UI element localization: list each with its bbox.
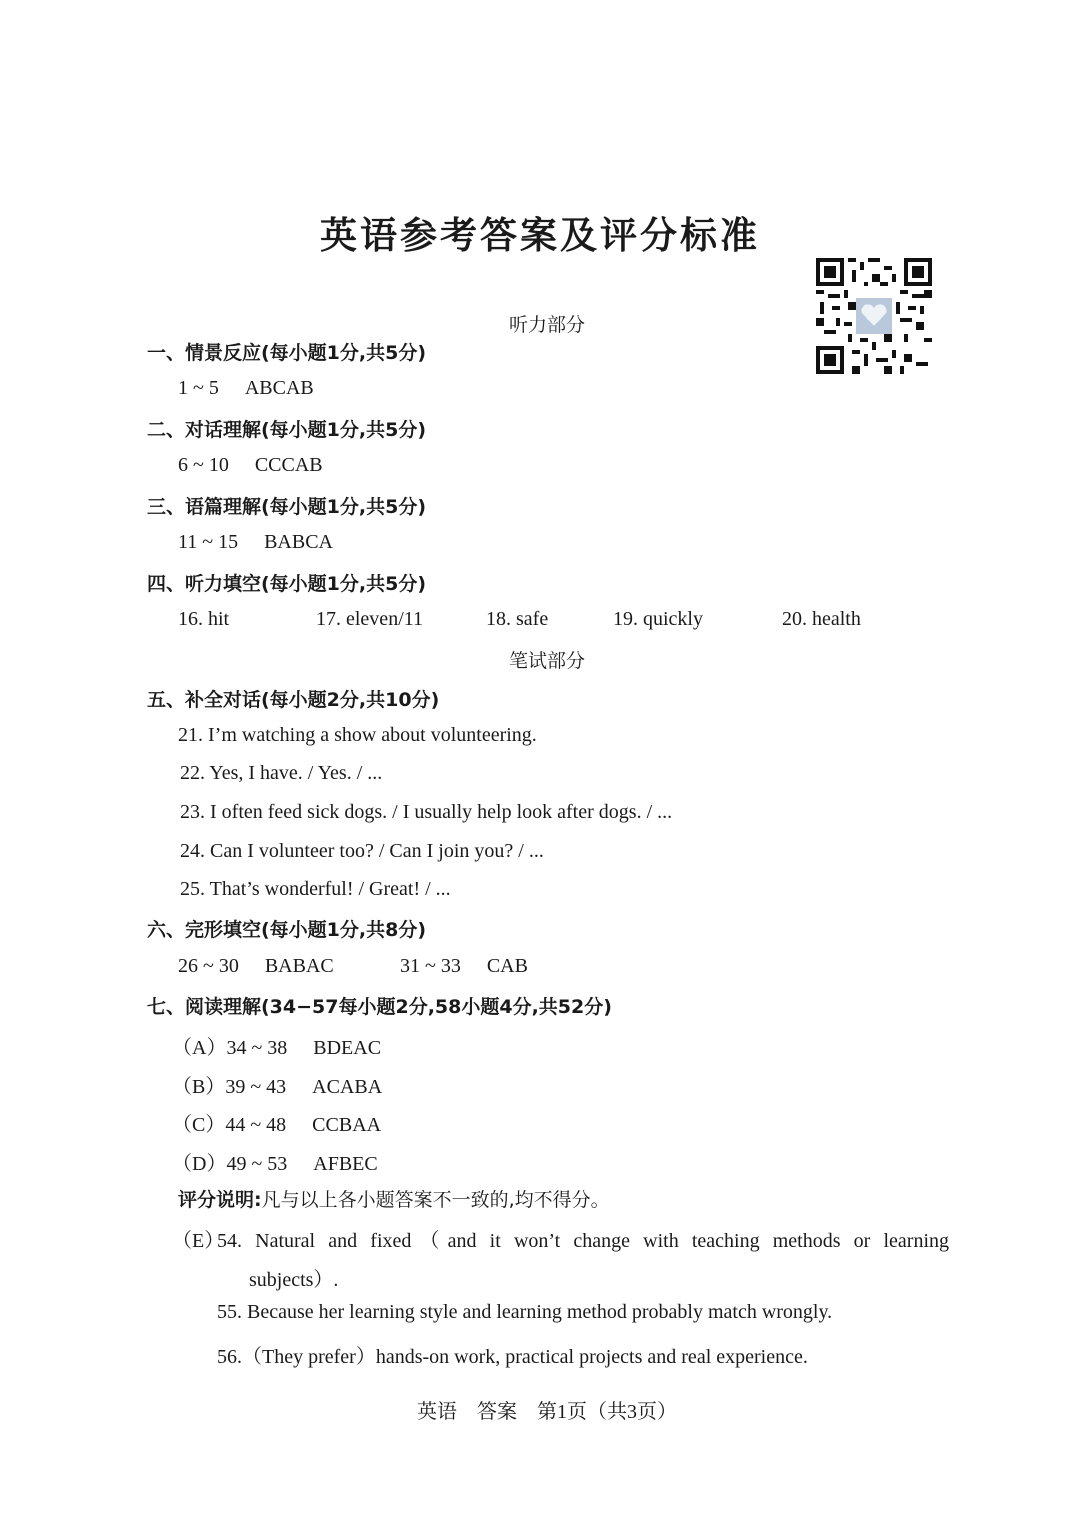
section-4-heading: 四、听力填空(每小题1分,共5分) <box>147 573 427 595</box>
answer-20: 20. health <box>782 608 861 630</box>
group-answers: BDEAC <box>313 1037 382 1059</box>
answer-24: 24. Can I volunteer too? / Can I join you? / ... <box>180 840 544 862</box>
section-7-heading: 七、阅读理解(34−57每小题2分,58小题4分,共52分) <box>147 996 612 1018</box>
group-answers: AFBEC <box>313 1153 378 1175</box>
listening-part-heading: 听力部分 <box>508 314 585 336</box>
section-5-heading: 五、补全对话(每小题2分,共10分) <box>147 689 440 711</box>
group-label: （B）39 ~ 43 <box>172 1076 287 1098</box>
section-6-answers-a <box>178 955 334 978</box>
answer-54: 54. Natural and fixed（and it won’t change with teaching methods or learning <box>217 1230 949 1252</box>
section-6-answers-b <box>400 955 528 978</box>
reading-group-b <box>172 1070 382 1099</box>
writing-part-heading: 笔试部分 <box>508 650 585 672</box>
answer-range: 26 ~ 30 <box>178 955 239 977</box>
scoring-note-label: 评分说明: <box>178 1189 262 1211</box>
section-1-answers <box>178 377 314 400</box>
answer-range: 1 ~ 5 <box>178 377 219 399</box>
answer-19: 19. quickly <box>613 608 703 630</box>
group-label: （C）44 ~ 48 <box>172 1114 287 1136</box>
answer-range: 6 ~ 10 <box>178 454 229 476</box>
section-2-answers <box>178 454 323 477</box>
answer-22: 22. Yes, I have. / Yes. / ... <box>180 762 383 784</box>
answer-letters: BABCA <box>264 531 333 553</box>
reading-group-a <box>172 1031 381 1060</box>
page-footer: 英语 答案 第1页（共3页） <box>417 1401 677 1423</box>
question-e-label: （E） <box>172 1230 225 1252</box>
answer-letters: CAB <box>486 955 528 977</box>
answer-17: 17. eleven/11 <box>316 608 424 630</box>
answer-16: 16. hit <box>178 608 230 630</box>
reading-group-c <box>172 1108 381 1137</box>
section-2-heading: 二、对话理解(每小题1分,共5分) <box>147 419 427 441</box>
scoring-note <box>178 1185 610 1212</box>
reading-group-d <box>172 1147 378 1176</box>
answer-letters: ABCAB <box>244 377 314 399</box>
scoring-note-text: 凡与以上各小题答案不一致的,均不得分。 <box>261 1189 610 1211</box>
answer-letters: BABAC <box>264 955 334 977</box>
answer-range: 11 ~ 15 <box>178 531 239 553</box>
group-answers: ACABA <box>312 1076 383 1098</box>
answer-18: 18. safe <box>486 608 549 630</box>
page-title: 英语参考答案及评分标准 <box>320 214 760 257</box>
section-1-heading: 一、情景反应(每小题1分,共5分) <box>147 342 427 364</box>
section-3-heading: 三、语篇理解(每小题1分,共5分) <box>147 496 427 518</box>
answer-55: 55. Because her learning style and learning method probably match wrongly. <box>217 1301 833 1323</box>
section-6-heading: 六、完形填空(每小题1分,共8分) <box>147 919 427 941</box>
group-answers: CCBAA <box>312 1114 382 1136</box>
answer-25: 25. That’s wonderful! / Great! / ... <box>180 878 451 900</box>
group-label: （D）49 ~ 53 <box>172 1153 288 1175</box>
section-3-answers <box>178 531 333 554</box>
answer-letters: CCCAB <box>254 454 323 476</box>
answer-range: 31 ~ 33 <box>400 955 461 977</box>
answer-56: 56.（They prefer）hands-on work, practical projects and real experience. <box>217 1346 808 1368</box>
group-label: （A）34 ~ 38 <box>172 1037 288 1059</box>
answer-21: 21. I’m watching a show about volunteering. <box>178 724 537 746</box>
answer-23: 23. I often feed sick dogs. / I usually help look after dogs. / ... <box>180 801 673 823</box>
answer-54-continued: subjects）. <box>249 1269 339 1291</box>
